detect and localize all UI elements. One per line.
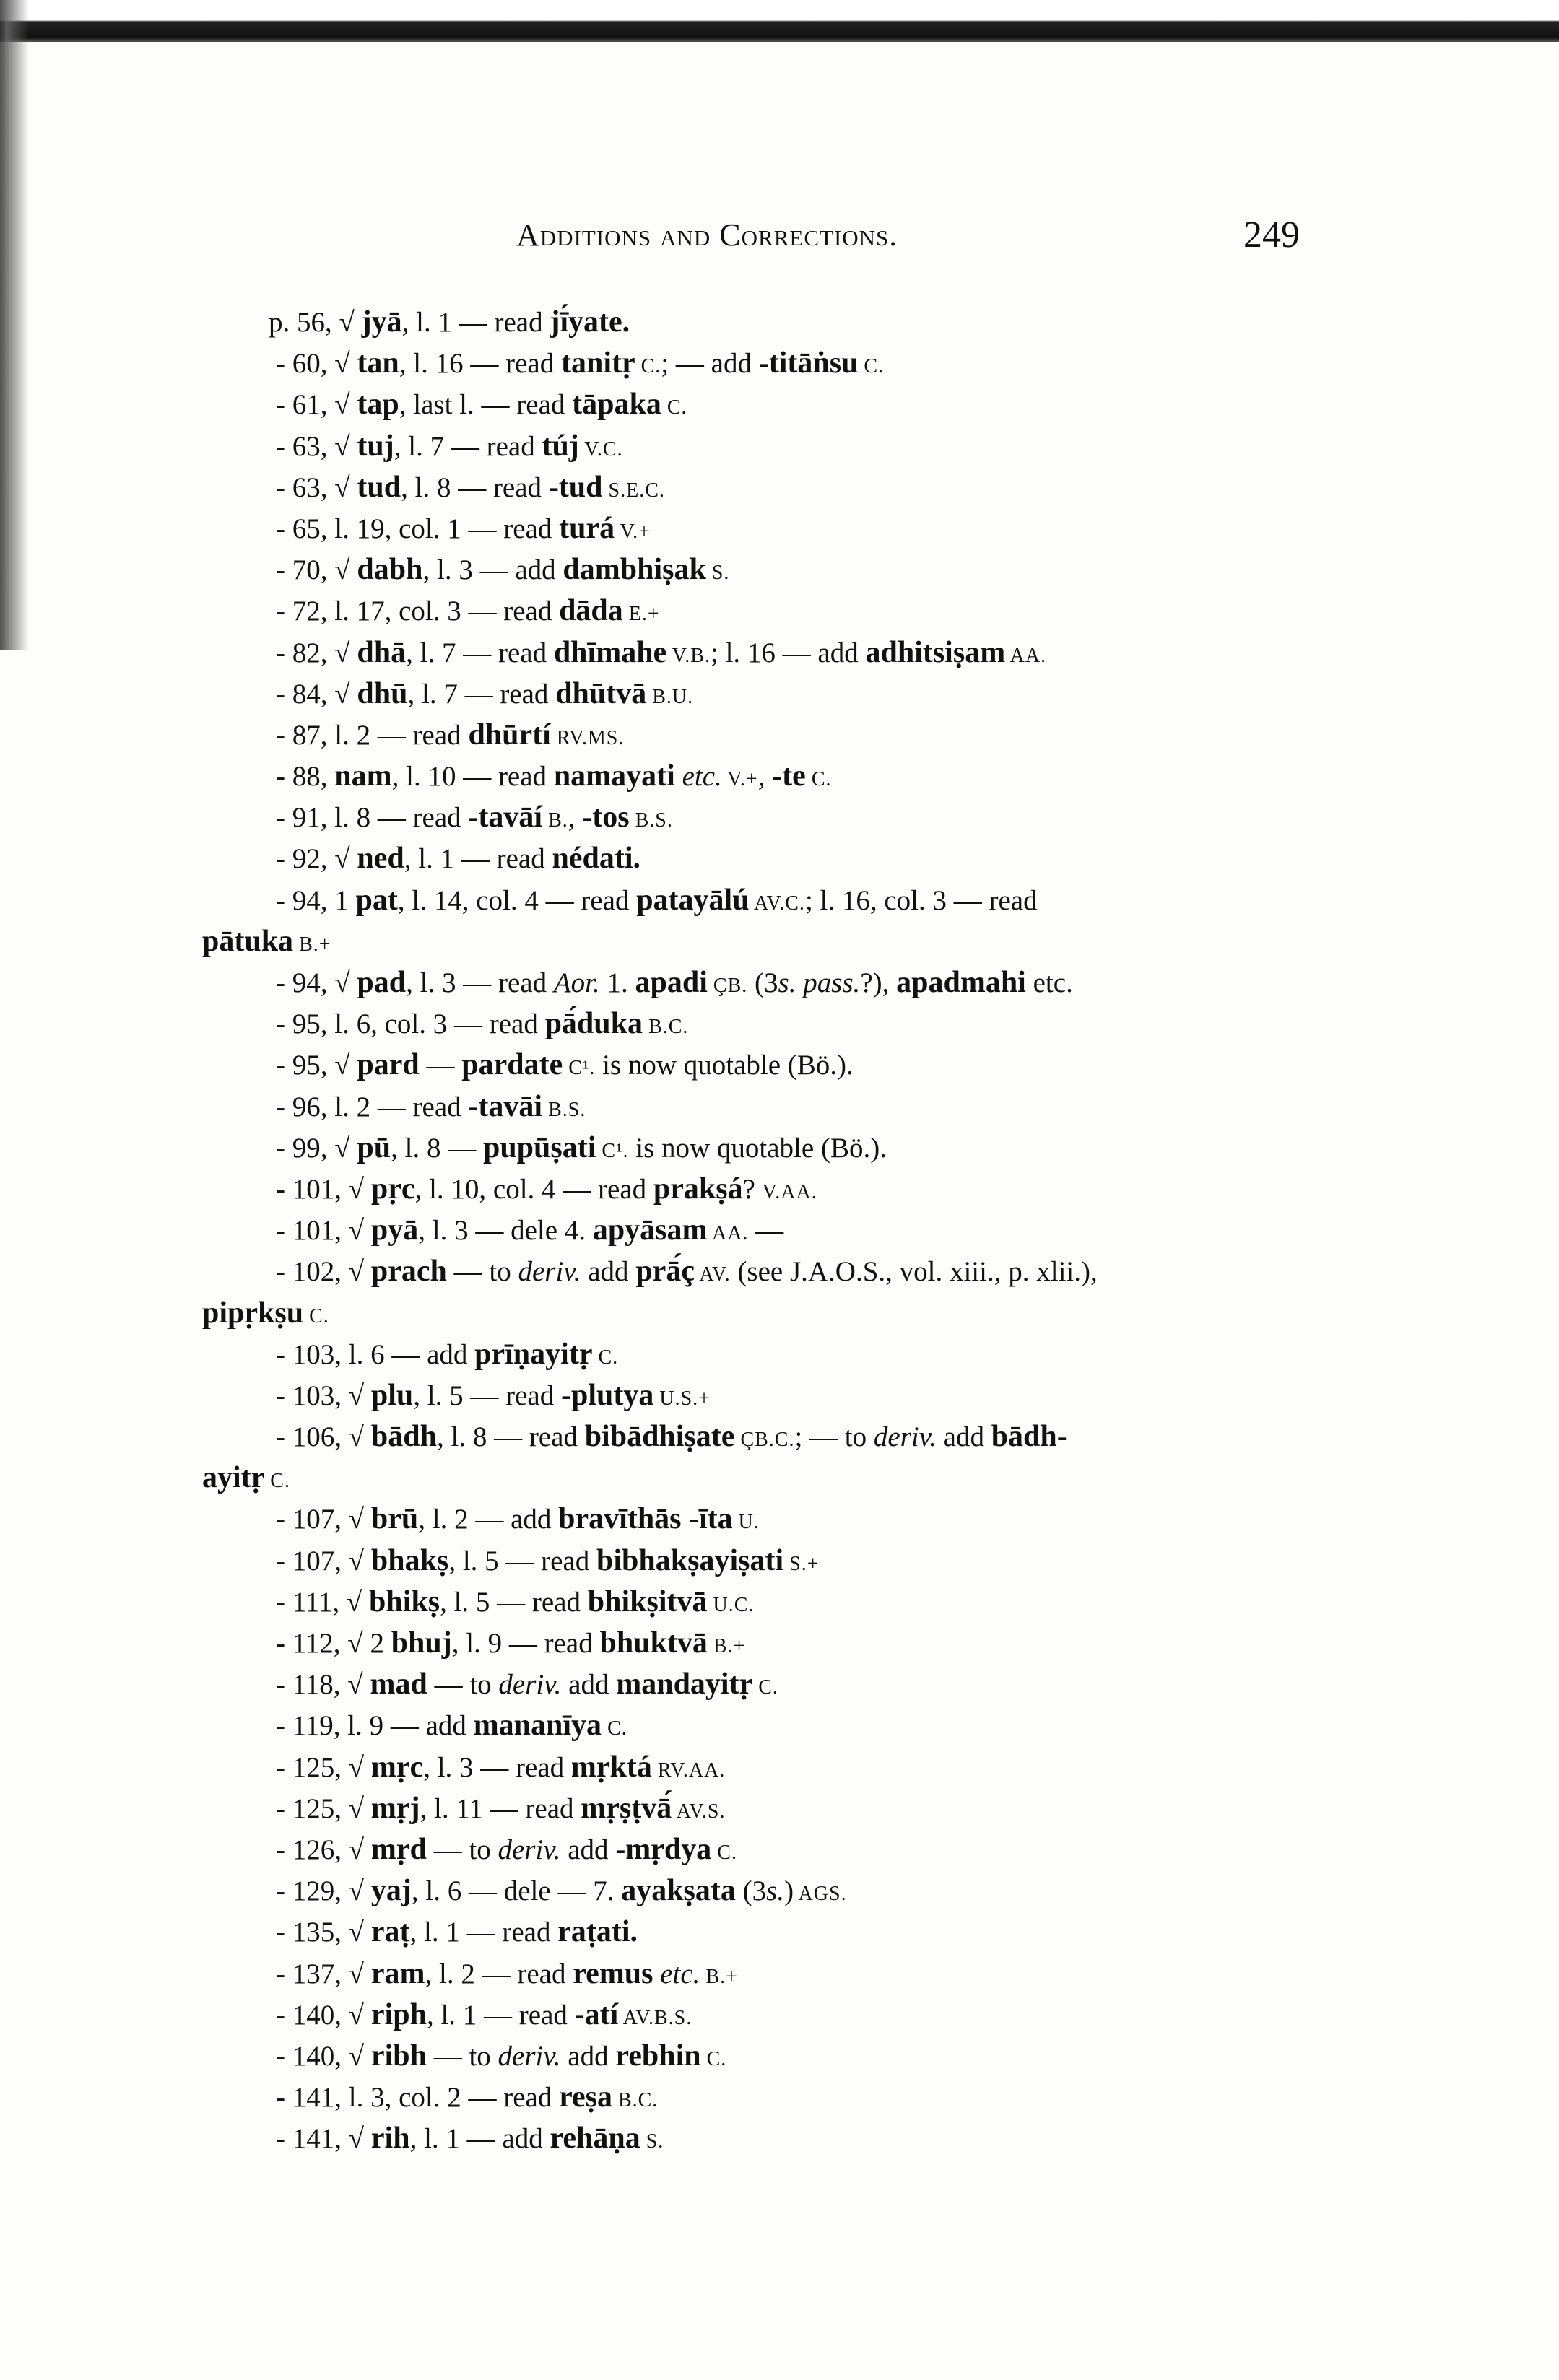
reference-text: , l. 7 — read — [406, 637, 554, 668]
reference-text: - 72, l. 17, col. 3 — read — [276, 596, 560, 627]
italic-note: etc. — [674, 761, 722, 793]
reference-text: , l. 14, col. 4 — read — [397, 884, 637, 916]
reference-text: - 135, √ — [276, 1917, 371, 1948]
list-item — [0, 1416, 1559, 1457]
list-item — [0, 384, 1559, 425]
list-item — [0, 590, 1559, 632]
reference-text: - 112, √ 2 — [276, 1628, 391, 1659]
list-item — [0, 1870, 1559, 1912]
list-item — [0, 880, 1559, 921]
sanskrit-form: remus — [573, 1956, 653, 1990]
sanskrit-form: reṣa — [559, 2080, 612, 2114]
sanskrit-form: dhūrtí — [468, 718, 551, 751]
source-abbreviation: RV.AA. — [651, 1758, 726, 1782]
italic-note: deriv. — [498, 1669, 562, 1701]
reference-text: ) — [784, 1875, 794, 1907]
list-item — [0, 343, 1559, 384]
reference-text: - 101, √ — [276, 1173, 371, 1205]
reference-text: - 126, √ — [276, 1834, 371, 1865]
reference-text: - 101, √ — [276, 1215, 371, 1247]
list-item — [0, 1995, 1559, 2036]
list-item — [0, 2036, 1559, 2077]
sanskrit-form: pū — [357, 1130, 391, 1164]
source-abbreviation: B.+ — [700, 1965, 738, 1988]
reference-text: - 95, √ — [276, 1050, 357, 1081]
reference-text: (see J.A.O.S., vol. xiii., p. xlii.), — [730, 1256, 1098, 1288]
list-item — [0, 1953, 1559, 1995]
reference-text: ? — [742, 1173, 763, 1205]
sanskrit-form: rih — [370, 2122, 410, 2155]
sanskrit-form: jyā — [361, 305, 402, 339]
list-item — [0, 1045, 1559, 1086]
sanskrit-form: mananīya — [473, 1709, 602, 1743]
sanskrit-form: brū — [370, 1502, 419, 1536]
list-item — [0, 467, 1559, 508]
reference-text: ?), — [860, 967, 897, 998]
source-abbreviation: ÇB. — [707, 975, 748, 997]
reference-text: - 65, l. 19, col. 1 — read — [276, 513, 560, 544]
sanskrit-form: jī́yate. — [550, 305, 630, 339]
reference-text: - 102, √ — [276, 1256, 371, 1288]
source-abbreviation: C. — [805, 768, 832, 791]
sanskrit-form: pā́duka — [544, 1007, 643, 1041]
reference-text: , l. 10 — read — [391, 761, 554, 793]
list-item — [0, 2077, 1559, 2118]
source-abbreviation: C. — [602, 1717, 627, 1740]
reference-text: , l. 1 — read — [404, 843, 552, 875]
sanskrit-form: nédati. — [552, 842, 640, 876]
sanskrit-form: prakṣá — [653, 1172, 743, 1206]
list-item — [0, 1210, 1559, 1251]
scan-top-border — [0, 0, 1559, 42]
reference-text: - 60, √ — [276, 348, 357, 380]
reference-text: - 70, √ — [276, 554, 357, 586]
reference-text: , l. 1 — read — [409, 1917, 558, 1948]
source-abbreviation: S.+ — [783, 1552, 820, 1575]
reference-text: - 140, √ — [276, 1999, 371, 2031]
source-abbreviation: C¹. — [563, 1057, 596, 1080]
reference-text: add — [560, 1834, 616, 1865]
reference-text: , — [568, 802, 583, 834]
list-item — [0, 1499, 1559, 1540]
sanskrit-form: raṭ — [370, 1915, 410, 1949]
sanskrit-form: pyā — [370, 1213, 419, 1247]
reference-text: , l. 8 — read — [436, 1421, 585, 1453]
sanskrit-form: plu — [370, 1378, 414, 1412]
reference-text: (3 — [735, 1875, 767, 1907]
reference-text: - 125, √ — [276, 1751, 371, 1783]
list-item — [0, 1664, 1559, 1705]
reference-text: , — [757, 761, 773, 793]
reference-text: is now quotable (Bö.). — [628, 1132, 887, 1164]
list-item — [0, 1540, 1559, 1582]
sanskrit-form: pad — [357, 966, 407, 999]
source-abbreviation: B.S. — [629, 809, 673, 832]
list-item — [0, 1623, 1559, 1664]
source-abbreviation: AA. — [1005, 644, 1047, 667]
page-number: 249 — [1243, 214, 1300, 256]
reference-text: , l. 5 — read — [440, 1586, 588, 1618]
list-item-continuation — [0, 1457, 1559, 1499]
source-abbreviation: ÇB.C. — [734, 1429, 795, 1452]
source-abbreviation: RV.MS. — [550, 726, 625, 749]
reference-text: ; — add — [661, 348, 759, 380]
list-item — [0, 1334, 1559, 1375]
sanskrit-form: apadi — [635, 966, 708, 999]
source-abbreviation: AV.B.S. — [618, 2006, 692, 2029]
source-abbreviation: B.S. — [542, 1098, 586, 1121]
reference-text: , l. 8 — read — [401, 471, 549, 503]
source-abbreviation: E.+ — [622, 603, 660, 626]
list-item — [0, 1582, 1559, 1623]
reference-text: - 61, √ — [276, 389, 357, 421]
source-abbreviation: U.C. — [707, 1593, 755, 1616]
italic-note: Aor. — [553, 967, 600, 998]
italic-note: s. pass. — [778, 967, 861, 998]
reference-text: - 84, √ — [276, 678, 357, 710]
reference-text: , l. 7 — read — [407, 678, 556, 710]
source-abbreviation: B.C. — [643, 1016, 689, 1039]
source-abbreviation: AV.C. — [749, 892, 805, 915]
sanskrit-form: patayālú — [636, 883, 750, 917]
reference-text: add — [936, 1421, 991, 1453]
reference-text: ; l. 16 — add — [710, 637, 866, 668]
italic-note: etc. — [653, 1958, 700, 1989]
source-abbreviation: AV.S. — [672, 1800, 726, 1823]
sanskrit-form: turá — [559, 511, 615, 545]
reference-text: — — [748, 1215, 784, 1247]
sanskrit-form: mad — [370, 1668, 427, 1701]
sanskrit-form: adhitsiṣam — [865, 635, 1006, 669]
sanskrit-form: -tos — [582, 801, 630, 834]
reference-text: etc. — [1025, 967, 1073, 998]
source-abbreviation: V.B. — [666, 644, 711, 667]
reference-text: , l. 1 — read — [426, 1999, 575, 2031]
sanskrit-form: dhā — [357, 635, 407, 669]
source-abbreviation: AGS. — [794, 1883, 847, 1906]
sanskrit-form: ned — [357, 842, 404, 876]
sanskrit-form: pipṛkṣu — [202, 1296, 304, 1330]
reference-text: is now quotable (Bö.). — [595, 1050, 854, 1081]
sanskrit-form: dambhiṣak — [563, 553, 706, 587]
reference-text: , l. 7 — read — [394, 430, 542, 462]
italic-note: s. — [766, 1875, 785, 1907]
source-abbreviation: S.E.C. — [602, 479, 665, 502]
reference-text: , l. 9 — read — [451, 1628, 600, 1659]
reference-text: , l. 3 — read — [406, 967, 554, 998]
reference-text: - 140, √ — [276, 2040, 371, 2072]
sanskrit-form: dabh — [357, 553, 423, 587]
sanskrit-form: tan — [357, 346, 399, 380]
list-item — [0, 715, 1559, 756]
sanskrit-form: mandayitṛ — [616, 1668, 753, 1701]
sanskrit-form: tāpaka — [572, 388, 661, 422]
reference-text: - 107, √ — [276, 1545, 371, 1577]
source-abbreviation: S. — [640, 2130, 664, 2153]
reference-text: (3 — [747, 967, 778, 998]
list-item — [0, 1128, 1559, 1169]
reference-text: - 119, l. 9 — add — [276, 1710, 474, 1742]
reference-text: , last l. — read — [399, 389, 573, 421]
sanskrit-form: pardate — [461, 1048, 563, 1082]
sanskrit-form: ayakṣata — [621, 1874, 736, 1908]
sanskrit-form: pupūṣati — [482, 1130, 596, 1164]
reference-text: - 87, l. 2 — read — [276, 719, 469, 751]
reference-text: - 94, √ — [276, 967, 357, 998]
list-item — [0, 632, 1559, 674]
list-item — [0, 962, 1559, 1003]
sanskrit-form: prā́ç — [635, 1255, 695, 1289]
source-abbreviation: B. — [542, 809, 568, 832]
source-abbreviation: U. — [732, 1511, 760, 1534]
source-abbreviation: B.+ — [293, 933, 331, 956]
reference-text: , l. 5 — read — [448, 1545, 597, 1577]
sanskrit-form: dhū — [357, 676, 408, 710]
sanskrit-form: bādh — [370, 1420, 437, 1454]
sanskrit-form: ram — [370, 1956, 425, 1990]
reference-text: — to — [426, 1834, 498, 1865]
sanskrit-form: apyāsam — [592, 1213, 708, 1247]
list-item — [0, 2118, 1559, 2159]
source-abbreviation: C. — [661, 396, 687, 419]
sanskrit-form: dāda — [559, 594, 623, 628]
list-item — [0, 797, 1559, 838]
list-item — [0, 1251, 1559, 1292]
list-item — [0, 1829, 1559, 1870]
reference-text: add — [581, 1256, 636, 1288]
reference-text: — to — [427, 1669, 499, 1701]
source-abbreviation: C. — [858, 355, 885, 378]
corrections-list — [0, 302, 1559, 2159]
sanskrit-form: -plutya — [561, 1378, 654, 1412]
sanskrit-form: mṛṣṭvā́ — [581, 1791, 672, 1825]
list-item — [0, 1788, 1559, 1829]
reference-text: - 103, l. 6 — add — [276, 1338, 475, 1370]
reference-text: - 88, — [276, 761, 335, 793]
italic-note: deriv. — [873, 1421, 937, 1453]
sanskrit-form: tuj — [357, 429, 394, 463]
sanskrit-form: dhīmahe — [553, 635, 667, 669]
reference-text: , l. 5 — read — [413, 1379, 561, 1411]
sanskrit-form: -tavāi — [468, 1089, 543, 1123]
reference-text: ; — to — [794, 1421, 874, 1453]
sanskrit-form: bibādhiṣate — [584, 1420, 735, 1454]
sanskrit-form: bravīthās -īta — [558, 1502, 733, 1536]
reference-text: - 125, √ — [276, 1792, 371, 1824]
reference-text: - 141, √ — [276, 2123, 371, 2155]
reference-text: - 137, √ — [276, 1958, 371, 1989]
source-abbreviation: B.U. — [646, 685, 694, 708]
reference-text: ; l. 16, col. 3 — read — [804, 884, 1038, 916]
reference-text: , l. 8 — — [391, 1132, 483, 1164]
source-abbreviation: U.S.+ — [653, 1387, 711, 1410]
sanskrit-form: riph — [370, 1997, 427, 2031]
sanskrit-form: namayati — [553, 759, 675, 793]
reference-text: — — [419, 1050, 462, 1081]
reference-text: , l. 3 — dele 4. — [418, 1215, 593, 1247]
list-item — [0, 1003, 1559, 1045]
source-abbreviation: V.+ — [615, 520, 651, 543]
list-item — [0, 1375, 1559, 1416]
source-abbreviation: S. — [705, 562, 730, 585]
sanskrit-form: bādh- — [991, 1420, 1067, 1454]
reference-text: p. 56, √ — [269, 307, 362, 338]
sanskrit-form: raṭati. — [557, 1915, 638, 1949]
source-abbreviation: V.+ — [721, 768, 758, 791]
reference-text: - 63, √ — [276, 471, 357, 503]
sanskrit-form: -tud — [548, 470, 603, 504]
sanskrit-form: mṛktá — [570, 1750, 652, 1784]
sanskrit-form: mṛd — [370, 1832, 427, 1866]
running-header: Additions and Corrections. — [516, 217, 898, 253]
list-item-continuation — [0, 921, 1559, 962]
reference-text: - 82, √ — [276, 637, 357, 668]
sanskrit-form: nam — [334, 759, 392, 793]
source-abbreviation: V.C. — [578, 437, 623, 461]
sanskrit-form: bhakṣ — [370, 1543, 449, 1577]
sanskrit-form: bibhakṣayiṣati — [596, 1543, 784, 1577]
list-item — [0, 549, 1559, 590]
list-item — [0, 426, 1559, 467]
sanskrit-form: bhuktvā — [599, 1626, 708, 1660]
source-abbreviation: C. — [592, 1346, 619, 1369]
list-item — [0, 1169, 1559, 1210]
sanskrit-form: tap — [357, 388, 399, 422]
source-abbreviation: C. — [303, 1304, 329, 1328]
source-abbreviation: C. — [264, 1470, 290, 1493]
reference-text: — to — [426, 2040, 498, 2072]
sanskrit-form: -te — [772, 759, 806, 793]
source-abbreviation: AV. — [694, 1263, 731, 1286]
sanskrit-form: bhikṣitvā — [587, 1585, 708, 1618]
source-abbreviation: C. — [711, 1841, 737, 1864]
source-abbreviation: C. — [635, 355, 661, 378]
sanskrit-form: -mṛdya — [615, 1832, 712, 1866]
sanskrit-form: pṛc — [370, 1172, 415, 1206]
sanskrit-form: -titāṅsu — [758, 346, 859, 380]
list-item-continuation — [0, 1293, 1559, 1334]
list-item — [0, 1705, 1559, 1746]
list-item — [0, 838, 1559, 879]
reference-text: add — [561, 1669, 617, 1701]
sanskrit-form: yaj — [370, 1874, 412, 1908]
reference-text: add — [560, 2040, 616, 2072]
source-abbreviation: B.C. — [612, 2089, 659, 2112]
sanskrit-form: -atí — [574, 1997, 619, 2031]
reference-text: , l. 6 — dele — 7. — [411, 1875, 622, 1907]
reference-text: - 92, √ — [276, 843, 357, 875]
reference-text: - 106, √ — [276, 1421, 371, 1453]
reference-text: - 91, l. 8 — read — [276, 802, 469, 834]
reference-text: , l. 10, col. 4 — read — [414, 1173, 653, 1205]
italic-note: deriv. — [498, 1834, 561, 1865]
reference-text: , l. 2 — read — [425, 1958, 573, 1989]
sanskrit-form: pat — [355, 883, 398, 917]
reference-text: - 141, l. 3, col. 2 — read — [276, 2082, 560, 2114]
reference-text: - 129, √ — [276, 1875, 371, 1907]
reference-text: - 95, l. 6, col. 3 — read — [276, 1008, 545, 1040]
reference-text: - 103, √ — [276, 1379, 371, 1411]
source-abbreviation: C. — [752, 1676, 778, 1699]
sanskrit-form: -tavāí — [468, 801, 543, 834]
sanskrit-form: pard — [357, 1048, 420, 1082]
reference-text: 1. — [599, 967, 635, 998]
sanskrit-form: rebhin — [615, 2039, 701, 2072]
sanskrit-form: ayitṛ — [202, 1461, 265, 1495]
list-item — [0, 1912, 1559, 1953]
reference-text: - 107, √ — [276, 1504, 371, 1535]
sanskrit-form: pātuka — [202, 924, 294, 958]
list-item — [0, 1747, 1559, 1788]
italic-note: deriv. — [518, 1256, 581, 1288]
sanskrit-form: prach — [370, 1255, 447, 1289]
reference-text: , l. 16 — read — [399, 348, 561, 380]
source-abbreviation: C¹. — [596, 1139, 629, 1162]
sanskrit-form: bhikṣ — [369, 1585, 440, 1618]
sanskrit-form: rehāṇa — [550, 2122, 640, 2155]
reference-text: - 99, √ — [276, 1132, 357, 1164]
list-item — [0, 756, 1559, 797]
sanskrit-form: mṛc — [370, 1750, 424, 1784]
reference-text: — to — [446, 1256, 518, 1288]
source-abbreviation: C. — [700, 2047, 727, 2070]
sanskrit-form: ribh — [370, 2039, 427, 2072]
reference-text: , l. 2 — add — [418, 1504, 559, 1535]
reference-text: , l. 1 — read — [401, 307, 550, 338]
source-abbreviation: V.AA. — [762, 1180, 817, 1203]
list-item — [0, 508, 1559, 549]
sanskrit-form: dhūtvā — [555, 676, 647, 710]
reference-text: , l. 11 — read — [420, 1792, 581, 1824]
list-item — [0, 674, 1559, 715]
sanskrit-form: bhuj — [391, 1626, 452, 1660]
list-item — [0, 302, 1559, 343]
reference-text: - 94, 1 — [276, 884, 356, 916]
reference-text: - 96, l. 2 — read — [276, 1091, 469, 1123]
list-item — [0, 1086, 1559, 1128]
source-abbreviation: AA. — [707, 1222, 749, 1245]
reference-text: - 111, √ — [276, 1586, 369, 1618]
sanskrit-form: mṛj — [370, 1791, 420, 1825]
reference-text: , l. 1 — add — [409, 2123, 550, 2155]
reference-text: , l. 3 — read — [423, 1751, 571, 1783]
sanskrit-form: tanitṛ — [560, 346, 635, 380]
source-abbreviation: B.+ — [707, 1635, 746, 1657]
reference-text: , l. 3 — add — [422, 554, 563, 586]
reference-text: - 118, √ — [276, 1669, 370, 1701]
italic-note: deriv. — [498, 2040, 561, 2072]
sanskrit-form: tud — [357, 470, 401, 504]
sanskrit-form: túj — [542, 429, 579, 463]
sanskrit-form: prīṇayitṛ — [474, 1337, 593, 1371]
reference-text: - 63, √ — [276, 430, 357, 462]
sanskrit-form: apadmahi — [896, 966, 1026, 999]
